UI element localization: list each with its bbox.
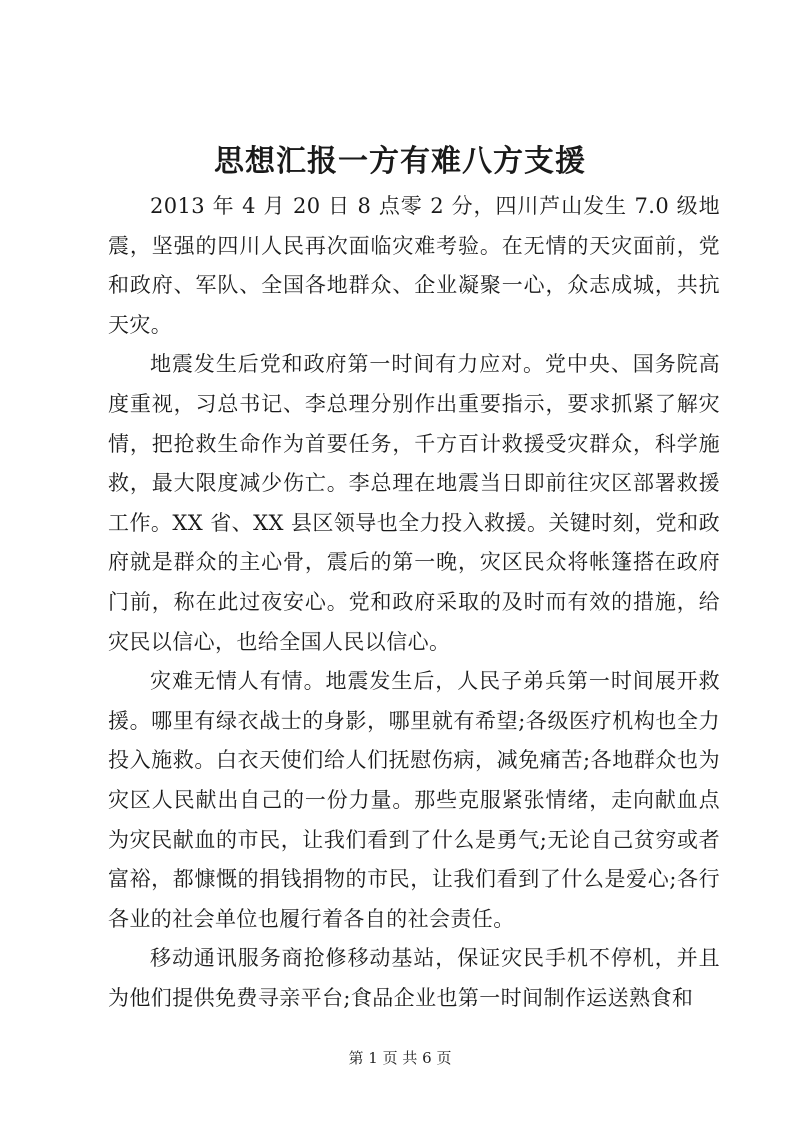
document-title: 思想汇报一方有难八方支援 [214,144,586,179]
paragraph-3: 灾难无情人有情。地震发生后，人民子弟兵第一时间展开救援。哪里有绿衣战士的身影，哪里就有希望;各级医疗机构也全力投入施救。白衣天使们给人们抚慰伤病，减免痛苦;各地群众也为灾区人民献出自己的一份力量。那些克服紧张情绪，走向献血点为灾民献血的市民，让我们看到了什么是勇气;无论自己贫穷或者富裕，都慷慨的捐钱捐物的市民，让我们看到了什么是爱心;各行各业的社会单位也履行着各自的社会责任。 [108,669,720,931]
document-body [108,187,720,1018]
paragraph-1: 2013 年 4 月 20 日 8 点零 2 分，四川芦山发生 7.0 级地震，坚强的四川人民再次面临灾难考验。在无情的天灾面前，党和政府、军队、全国各地群众、企业凝聚一心，众志成城，共抗天灾。 [108,194,720,337]
page-footer: 第 1 页 共 6 页 [348,1049,452,1067]
paragraph-2: 地震发生后党和政府第一时间有力应对。党中央、国务院高度重视，习总书记、李总理分别作出重要指示，要求抓紧了解灾情，把抢救生命作为首要任务，千方百计救援受灾群众，科学施救，最大限度减少伤亡。李总理在地震当日即前往灾区部署救援工作。XX 省、XX 县区领导也全力投入救援。关键时刻，党和政府就是群众的主心骨，震后的第一晚，灾区民众将帐篷搭在政府门前，称在此过夜安心。党和政府采取的及时而有效的措施，给灾民以信心，也给全国人民以信心。 [108,352,720,654]
paragraph-4: 移动通讯服务商抢修移动基站，保证灾民手机不停机，并且为他们提供免费寻亲平台;食品企业也第一时间制作运送熟食和 [108,946,720,1010]
